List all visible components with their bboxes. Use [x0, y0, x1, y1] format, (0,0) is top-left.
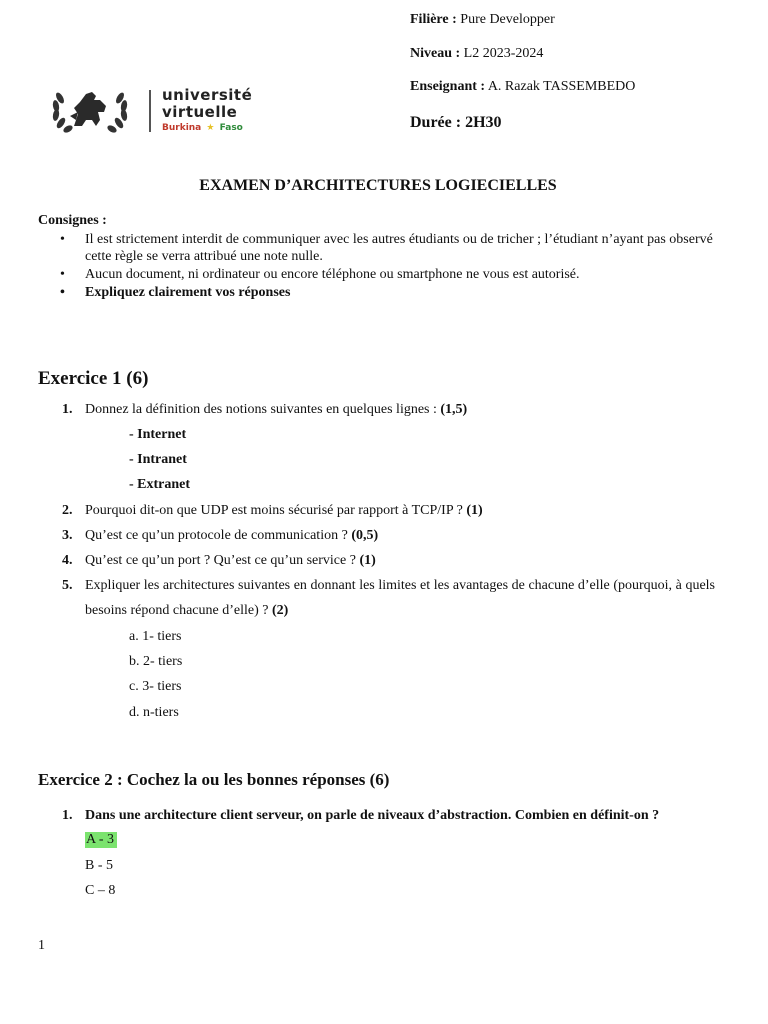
niveau-label: Niveau : — [410, 46, 461, 61]
duree-value: 2H30 — [465, 114, 502, 131]
filiere-line — [410, 12, 555, 28]
consigne-item: • Aucun document, ni ordinateur ou encore téléphone ou smartphone ne vous est autorisé. — [38, 266, 718, 283]
enseignant-label: Enseignant : — [410, 79, 486, 94]
question-number: 3. — [62, 528, 73, 543]
question-points: (1,5) — [440, 402, 468, 417]
question-text: Qu’est ce qu’un protocole de communication ? — [85, 528, 352, 543]
question-text: Expliquer les architectures suivantes en donnant les limites et les avantages de chacune d’elle (pourquoi, à quels besoins répond chacune d’elle) ? — [85, 578, 715, 618]
notion-intranet: - Intranet — [129, 452, 187, 467]
question-text: Qu’est ce qu’un port ? Qu’est ce qu’un service ? — [85, 553, 360, 568]
exercice-2-title: Exercice 2 : Cochez la ou les bonnes réponses (6) — [38, 770, 390, 789]
consignes-label: Consignes : — [38, 213, 107, 228]
logo-line-3 — [162, 123, 243, 133]
architecture-option: c. 3- tiers — [129, 679, 182, 694]
answer-option-a[interactable]: A - 3 — [85, 832, 117, 848]
exercice-1-title: Exercice 1 (6) — [38, 368, 149, 389]
filiere-label: Filière : — [410, 12, 457, 27]
duree-line — [410, 114, 502, 132]
question-number: 5. — [62, 578, 73, 593]
niveau-line — [410, 46, 543, 62]
logo-line-2: virtuelle — [162, 103, 238, 121]
emblem-icon — [48, 86, 132, 134]
exercice-1-question-5 — [85, 573, 715, 623]
logo-line-1: université — [162, 86, 253, 104]
exercice-1-question-4 — [85, 553, 376, 569]
filiere-value: Pure Developper — [460, 12, 555, 27]
consignes-list — [38, 231, 718, 302]
enseignant-value: A. Razak TASSEMBEDO — [487, 79, 636, 94]
exercice-1-question-3 — [85, 528, 378, 544]
notion-extranet: - Extranet — [129, 477, 191, 492]
question-number: 4. — [62, 553, 73, 568]
answer-option-c[interactable]: C – 8 — [85, 883, 116, 898]
question-text: Pourquoi dit-on que UDP est moins sécurisé par rapport à TCP/IP ? — [85, 503, 467, 518]
logo-divider — [149, 90, 151, 132]
exercice-1-question-1 — [85, 402, 467, 418]
question-points: (0,5) — [351, 528, 379, 543]
question-number: 1. — [62, 808, 73, 823]
logo-faso: Faso — [219, 123, 243, 133]
notion-internet: - Internet — [129, 427, 187, 442]
logo-burkina: Burkina — [162, 123, 202, 133]
question-text: Donnez la définition des notions suivantes en quelques lignes : — [85, 402, 441, 417]
answer-option-b[interactable]: B - 5 — [85, 858, 113, 873]
consigne-item: • Il est strictement interdit de communiquer avec les autres étudiants ou de tricher ; l’étudiant n’ayant pas observé cette règle se verra attribué une note nulle. — [38, 231, 718, 265]
question-points: (1) — [466, 503, 483, 518]
niveau-value: L2 2023-2024 — [463, 46, 544, 61]
question-number: 1. — [62, 402, 73, 417]
duree-label: Durée : — [410, 114, 462, 131]
question-points: (1) — [359, 553, 376, 568]
architecture-option: d. n-tiers — [129, 705, 179, 720]
question-number: 2. — [62, 503, 73, 518]
university-logo — [48, 86, 298, 136]
enseignant-line — [410, 79, 635, 95]
star-icon: ★ — [206, 123, 215, 133]
architecture-option: b. 2- tiers — [129, 654, 183, 669]
consigne-item: • Expliquez clairement vos réponses — [38, 284, 718, 301]
page-number: 1 — [38, 938, 45, 953]
exercice-2-question-1: Dans une architecture client serveur, on parle de niveaux d’abstraction. Combien en définit-on ? — [85, 808, 660, 823]
question-points: (2) — [271, 603, 289, 618]
exercice-1-question-2 — [85, 503, 483, 519]
architecture-option: a. 1- tiers — [129, 629, 182, 644]
exam-title: EXAMEN D’ARCHITECTURES LOGIECIELLES — [199, 177, 557, 194]
